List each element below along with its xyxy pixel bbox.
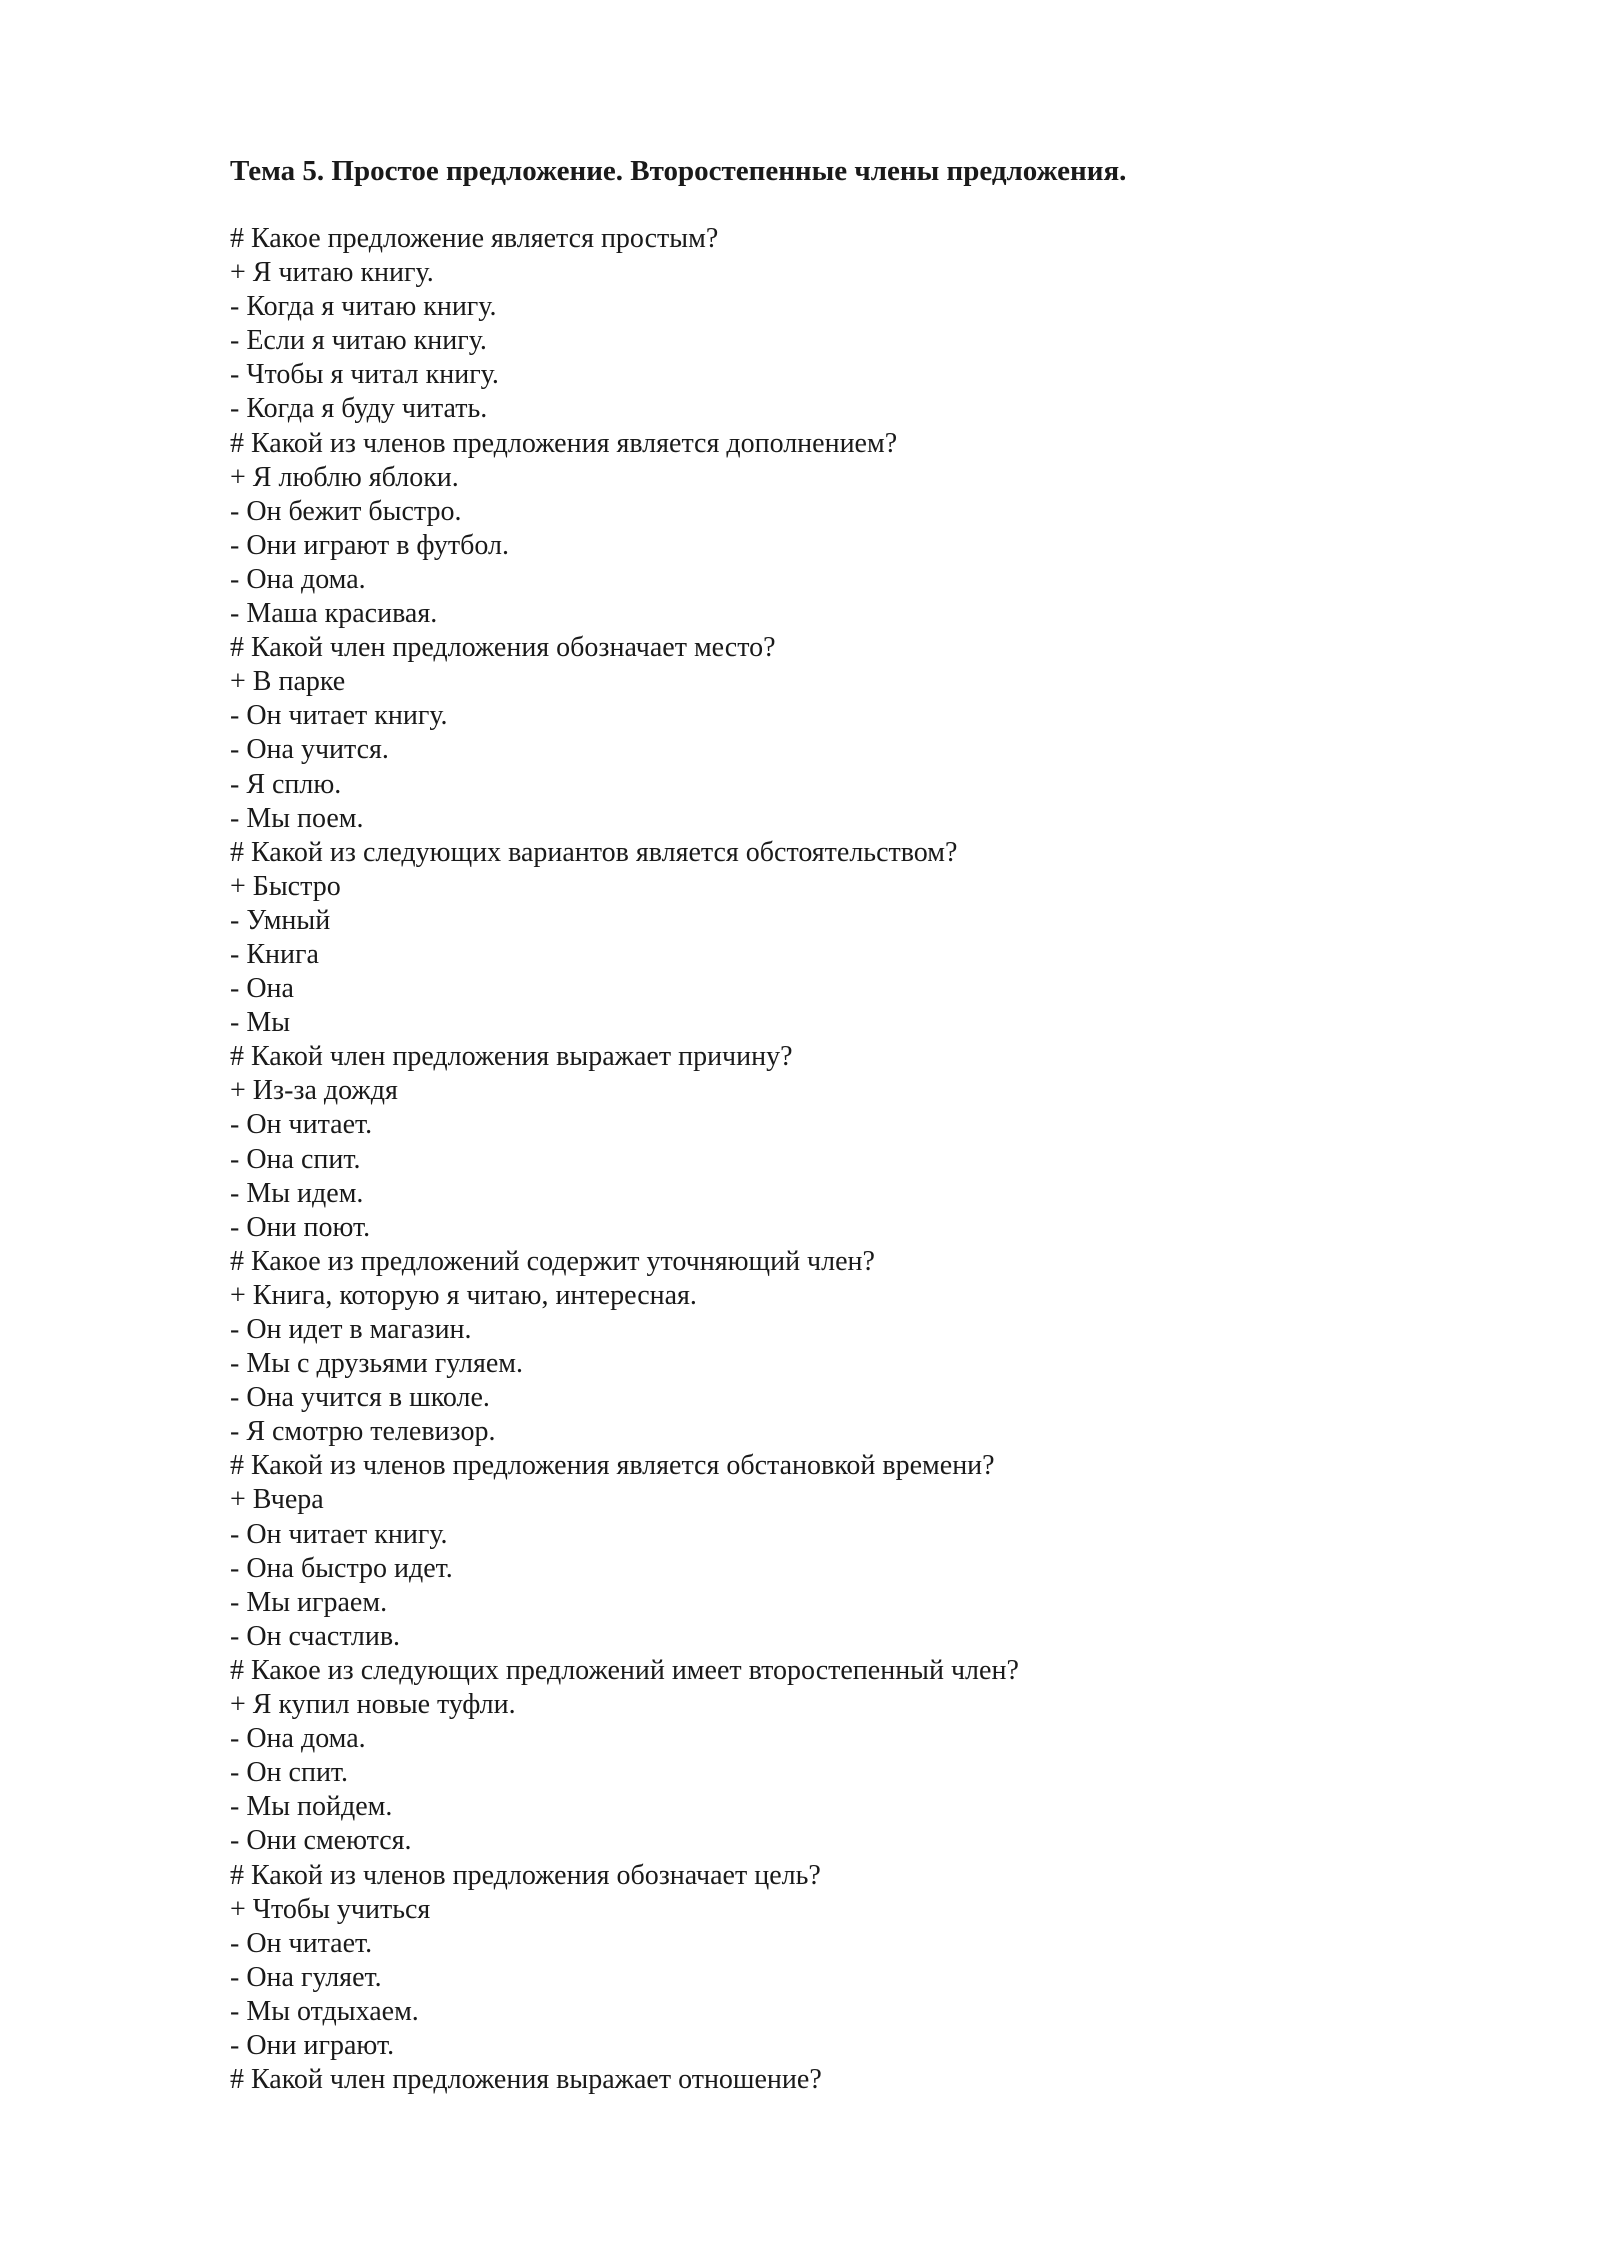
answer-option-line: - Они играют в футбол. (230, 529, 509, 561)
correct-answer-line: + Быстро (230, 870, 341, 902)
correct-answer-line: + Чтобы учиться (230, 1893, 431, 1925)
answer-option-line: - Я смотрю телевизор. (230, 1416, 496, 1448)
correct-answer-line: + Я читаю книгу. (230, 257, 434, 289)
correct-answer-line: + Из-за дождя (230, 1075, 398, 1107)
answer-option-line: - Мы (230, 1007, 291, 1039)
answer-option-line: - Мы с друзьями гуляем. (230, 1348, 524, 1380)
answer-option-line: - Я сплю. (230, 768, 342, 800)
answer-option-line: - Она дома. (230, 1723, 366, 1755)
question-line: # Какой член предложения выражает отношение? (230, 2064, 822, 2096)
answer-option-line: - Они играют. (230, 2029, 395, 2061)
answer-option-line: - Если я читаю книгу. (230, 325, 487, 357)
correct-answer-line: + Я купил новые туфли. (230, 1689, 516, 1721)
answer-option-line: - Мы идем. (230, 1177, 364, 1209)
answer-option-line: - Она учится. (230, 734, 389, 766)
answer-option-line: - Она учится в школе. (230, 1382, 490, 1414)
answer-option-line: - Она (230, 973, 294, 1005)
answer-option-line: - Она спит. (230, 1143, 361, 1175)
correct-answer-line: + Я люблю яблоки. (230, 461, 459, 493)
correct-answer-line: + Книга, которую я читаю, интересная. (230, 1279, 697, 1311)
document-title: Тема 5. Простое предложение. Второстепенные члены предложения. (230, 155, 1127, 187)
answer-option-line: - Он идет в магазин. (230, 1314, 472, 1345)
answer-option-line: - Книга (230, 938, 319, 970)
question-line: # Какое из следующих предложений имеет второстепенный член? (230, 1654, 1019, 1686)
question-line: # Какой из членов предложения является дополнением? (230, 427, 898, 459)
answer-option-line: - Она дома. (230, 563, 366, 595)
answer-option-line: - Умный (230, 904, 331, 936)
question-line: # Какой из следующих вариантов является обстоятельством? (230, 836, 958, 868)
question-line: # Какое предложение является простым? (230, 223, 719, 254)
question-line: # Какой из членов предложения обозначает цель? (230, 1859, 821, 1891)
answer-option-line: - Он спит. (230, 1757, 349, 1789)
answer-option-line: - Он читает книгу. (230, 700, 448, 732)
answer-option-line: - Она гуляет. (230, 1961, 382, 1993)
answer-option-line: - Они поют. (230, 1211, 371, 1243)
correct-answer-line: + Вчера (230, 1484, 324, 1516)
answer-option-line: - Он счастлив. (230, 1620, 401, 1652)
answer-option-line: - Когда я читаю книгу. (230, 291, 497, 323)
answer-option-line: - Она быстро идет. (230, 1552, 453, 1584)
answer-option-line: - Он бежит быстро. (230, 495, 462, 527)
question-line: # Какой из членов предложения является обстановкой времени? (230, 1450, 995, 1482)
answer-option-line: - Мы играем. (230, 1586, 388, 1618)
answer-option-line: - Он читает. (230, 1109, 373, 1141)
answer-option-line: - Мы пойдем. (230, 1791, 393, 1823)
question-line: # Какой член предложения обозначает место? (230, 632, 776, 664)
answer-option-line: - Он читает. (230, 1927, 373, 1959)
correct-answer-line: + В парке (230, 666, 346, 698)
answer-option-line: - Мы поем. (230, 802, 364, 834)
question-line: # Какое из предложений содержит уточняющий член? (230, 1245, 875, 1277)
answer-option-line: - Они смеются. (230, 1825, 412, 1857)
question-line: # Какой член предложения выражает причину? (230, 1041, 793, 1073)
answer-option-line: - Мы отдыхаем. (230, 1995, 419, 2027)
answer-option-line: - Он читает книгу. (230, 1518, 448, 1550)
answer-option-line: - Маша красивая. (230, 598, 438, 630)
question-list (230, 222, 1019, 2097)
answer-option-line: - Когда я буду читать. (230, 393, 488, 425)
answer-option-line: - Чтобы я читал книгу. (230, 359, 499, 391)
